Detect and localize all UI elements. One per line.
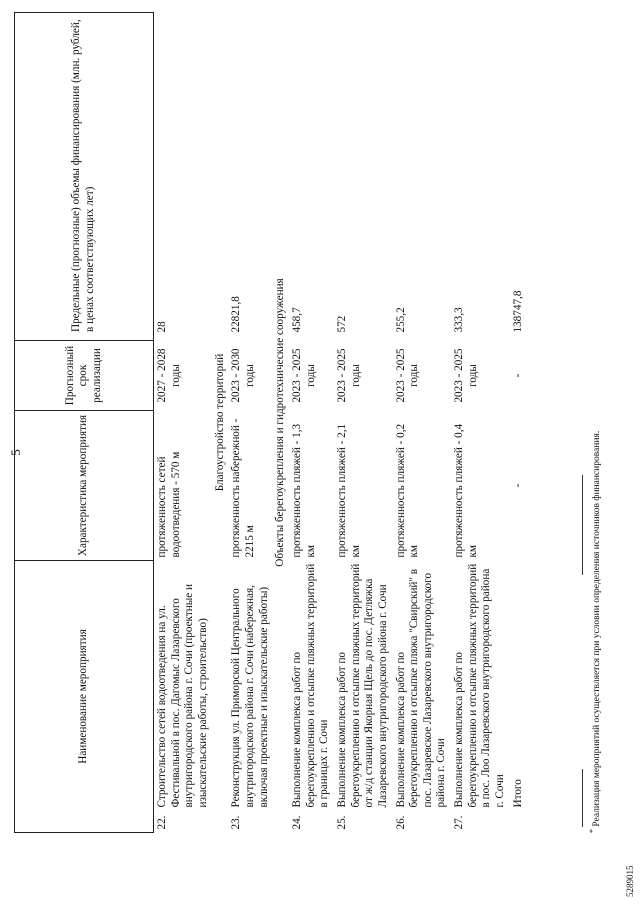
row-number: 23. <box>230 815 243 830</box>
row-term: 2023 - 2025 годы <box>453 348 479 403</box>
header-characteristic: Характеристика мероприятия <box>15 411 154 561</box>
row-funding: 458,7 <box>290 307 303 333</box>
table-header-row <box>15 13 154 833</box>
row-funding: 22821,8 <box>230 296 243 333</box>
header-name: Наименование мероприятия <box>15 561 154 833</box>
header-term: Прогнозный срок реализации <box>15 341 154 411</box>
row-name: Выполнение комплекса работ по берегоукреплению и отсыпке пляжа "Свирский" в пос. Лазаревское Лазаревского внутригородского района г. Сочи <box>394 568 448 808</box>
total-label: Итого <box>511 779 524 808</box>
row-funding: 255,2 <box>394 307 407 333</box>
measures-table <box>14 12 527 833</box>
footnote-separator <box>582 769 583 827</box>
row-term: 2023 - 2025 годы <box>394 348 421 403</box>
row-number: 25. <box>335 815 348 830</box>
row-characteristic: протяженность сетей водоотведения - 570 м <box>156 451 182 558</box>
row-term: 2023 - 2025 годы <box>290 348 317 403</box>
row-term: - <box>511 373 524 378</box>
total-row <box>510 13 528 833</box>
row-name: Реконструкция ул. Приморской Центрального внутригородского района г. Сочи (набережная, включая проектные и изыскательские работы) <box>230 585 270 808</box>
footnote <box>588 431 602 833</box>
row-characteristic: протяженность пляжей - 1,3 км <box>290 423 317 558</box>
table-row <box>451 13 510 833</box>
row-number <box>510 811 528 833</box>
row-funding: 28 <box>156 321 168 333</box>
row-term: 2023 - 2025 годы <box>335 348 362 403</box>
category-label: Благоустройство территорий <box>213 353 226 492</box>
row-term: 2027 - 2028 годы <box>156 348 182 403</box>
row-name: Строительство сетей водоотведения на ул. Фестивальной в пос. Дагомыс Лазаревского внутригородского района г. Сочи (проектные и изыскательские работы, строительство) <box>156 584 209 808</box>
category-row <box>213 13 229 833</box>
page-number: 5 <box>8 449 23 456</box>
total-funding: 138747,8 <box>511 290 524 333</box>
row-funding: 333,3 <box>453 307 466 333</box>
end-separator <box>582 475 583 575</box>
row-term: 2023 - 2030 годы <box>230 348 256 403</box>
row-characteristic: протяженность пляжей - 0,2 км <box>394 423 421 558</box>
table-row <box>228 13 273 833</box>
row-characteristic: протяженность набережной - 2215 м <box>230 418 256 558</box>
table-row <box>393 13 452 833</box>
row-characteristic: - <box>511 483 524 488</box>
category-row <box>273 13 289 833</box>
row-characteristic: протяженность пляжей - 2,1 км <box>335 423 362 558</box>
document-code: 5289015 <box>625 865 635 897</box>
table-row <box>154 13 213 833</box>
header-funding: Предельные (прогнозные) объемы финансирования (млн. рублей, в ценах соответствующих лет) <box>15 13 154 341</box>
table-row <box>289 13 334 833</box>
category-label: Объекты берегоукрепления и гидротехнические сооружения <box>274 278 287 567</box>
row-number: 26. <box>394 815 407 830</box>
row-number: 27. <box>453 815 466 830</box>
row-funding: 572 <box>335 315 348 333</box>
row-characteristic: протяженность пляжей - 0,4 км <box>453 423 479 558</box>
footnote-marker: * <box>588 829 597 833</box>
row-number: 22. <box>156 815 168 830</box>
row-name: Выполнение комплекса работ по берегоукреплению и отсыпке пляжных территорий в границах г. Сочи <box>290 563 331 808</box>
row-name: Выполнение комплекса работ по берегоукреплению и отсыпке пляжных территорий в пос. Лоо Лазаревского внутригородского района г. Сочи <box>453 563 507 808</box>
row-number: 24. <box>290 815 303 830</box>
row-name: Выполнение комплекса работ по берегоукреплению и отсыпке пляжных территорий от ж/д станции Якорная Щель до пос. Детляжка Лазаревского внутригородского района г. Сочи <box>335 563 389 808</box>
table-row <box>334 13 393 833</box>
footnote-text: Реализация мероприятий осуществляется при условии определения источников финансирования. <box>592 430 603 827</box>
